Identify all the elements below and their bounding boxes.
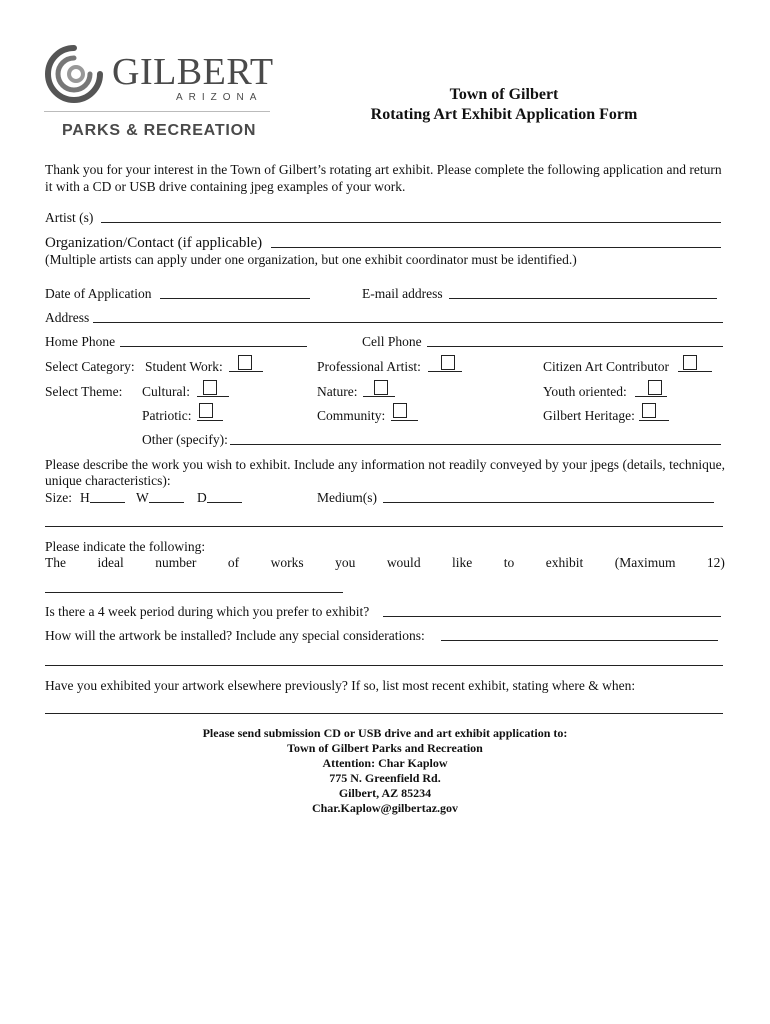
- installation-label: How will the artwork be installed? Include any special considerations:: [45, 628, 425, 643]
- professional-artist-label: Professional Artist:: [317, 359, 421, 374]
- professional-artist-underline: [428, 371, 462, 372]
- word: The: [45, 555, 66, 570]
- size-d-field[interactable]: [207, 502, 242, 503]
- word: exhibit: [545, 555, 584, 570]
- number-of-works-question: [45, 555, 725, 571]
- heritage-checkbox[interactable]: [642, 403, 656, 418]
- logo-department: PARKS & RECREATION: [62, 122, 257, 139]
- cultural-label: Cultural:: [142, 384, 190, 399]
- nature-checkbox[interactable]: [374, 380, 388, 395]
- word: ideal: [97, 555, 124, 570]
- size-w-field[interactable]: [149, 502, 184, 503]
- medium-field[interactable]: [383, 502, 714, 503]
- word: (Maximum: [614, 555, 676, 570]
- form-title-line2: Rotating Art Exhibit Application Form: [370, 106, 638, 123]
- gilbert-swirl-logo-icon: [44, 44, 104, 104]
- word: works: [270, 555, 304, 570]
- describe-work-field[interactable]: [45, 526, 723, 527]
- footer-line-4: 775 N. Greenfield Rd.: [329, 771, 441, 785]
- word: like: [452, 555, 473, 570]
- theme-label: Select Theme:: [45, 384, 123, 399]
- patriotic-label: Patriotic:: [142, 408, 192, 423]
- word: 12): [706, 555, 725, 570]
- home-phone-field[interactable]: [120, 346, 307, 347]
- citizen-art-label: Citizen Art Contributor: [543, 359, 669, 374]
- nature-label: Nature:: [317, 384, 358, 399]
- number-of-works-field[interactable]: [45, 592, 343, 593]
- student-work-underline: [229, 371, 263, 372]
- intro-text: Thank you for your interest in the Town of Gilbert’s rotating art exhibit. Please complete the following application and return it with a CD or USB drive containing jpeg examples of your work.: [45, 162, 722, 194]
- cell-phone-label: Cell Phone: [362, 334, 422, 349]
- word: to: [503, 555, 515, 570]
- logo-state: ARIZONA: [176, 92, 263, 103]
- organization-label: Organization/Contact (if applicable): [45, 235, 263, 251]
- artist-label: Artist (s): [45, 210, 94, 225]
- community-underline: [391, 420, 418, 421]
- youth-checkbox[interactable]: [648, 380, 662, 395]
- home-phone-label: Home Phone: [45, 334, 116, 349]
- cultural-underline: [197, 396, 229, 397]
- patriotic-checkbox[interactable]: [199, 403, 213, 418]
- organization-field[interactable]: [271, 247, 721, 248]
- installation-field[interactable]: [441, 640, 718, 641]
- community-checkbox[interactable]: [393, 403, 407, 418]
- footer-line-2: Town of Gilbert Parks and Recreation: [287, 741, 483, 755]
- cultural-checkbox[interactable]: [203, 380, 217, 395]
- previous-exhibit-label: Have you exhibited your artwork elsewhere previously? If so, list most recent exhibit, stating where & when:: [45, 678, 636, 693]
- email-field[interactable]: [449, 298, 717, 299]
- patriotic-underline: [197, 420, 223, 421]
- size-h-field[interactable]: [90, 502, 125, 503]
- footer-line-3: Attention: Char Kaplow: [322, 756, 448, 770]
- footer-email[interactable]: Char.Kaplow@gilbertaz.gov: [311, 801, 459, 815]
- medium-label: Medium(s): [317, 490, 377, 505]
- heritage-underline: [639, 420, 669, 421]
- describe-work-text: Please describe the work you wish to exhibit. Include any information not readily conveyed by your jpegs (details, technique, unique characteristics):: [45, 457, 725, 488]
- professional-artist-checkbox[interactable]: [441, 355, 455, 370]
- youth-label: Youth oriented:: [543, 384, 627, 399]
- student-work-checkbox[interactable]: [238, 355, 252, 370]
- heritage-label: Gilbert Heritage:: [543, 408, 635, 423]
- previous-exhibit-field[interactable]: [45, 713, 723, 714]
- email-label: E-mail address: [362, 286, 443, 301]
- artist-field[interactable]: [101, 222, 721, 223]
- word: of: [227, 555, 240, 570]
- youth-underline: [635, 396, 667, 397]
- size-w-label: W: [136, 490, 149, 505]
- indicate-heading: Please indicate the following:: [45, 539, 206, 554]
- word: would: [386, 555, 421, 570]
- size-h-label: H: [80, 490, 90, 505]
- organization-note: (Multiple artists can apply under one organization, but one exhibit coordinator must be identified.): [45, 252, 577, 267]
- logo-divider: [44, 111, 270, 112]
- size-label: Size:: [45, 490, 72, 505]
- date-label: Date of Application: [45, 286, 152, 301]
- submission-instructions: [85, 726, 685, 816]
- other-field[interactable]: [230, 444, 721, 445]
- citizen-art-underline: [678, 371, 712, 372]
- category-label: Select Category:: [45, 359, 135, 374]
- nature-underline: [363, 396, 395, 397]
- address-label: Address: [45, 310, 90, 325]
- word: you: [335, 555, 356, 570]
- logo-wordmark: GILBERT: [112, 51, 274, 93]
- size-d-label: D: [197, 490, 207, 505]
- student-work-label: Student Work:: [145, 359, 223, 374]
- footer-line-1: Please send submission CD or USB drive and art exhibit application to:: [202, 726, 568, 740]
- exhibit-period-field[interactable]: [383, 616, 721, 617]
- exhibit-period-label: Is there a 4 week period during which you prefer to exhibit?: [45, 604, 370, 619]
- date-field[interactable]: [160, 298, 310, 299]
- installation-field-extra[interactable]: [45, 665, 723, 666]
- citizen-art-checkbox[interactable]: [683, 355, 697, 370]
- word: number: [155, 555, 197, 570]
- footer-line-5: Gilbert, AZ 85234: [338, 786, 432, 800]
- cell-phone-field[interactable]: [427, 346, 723, 347]
- address-field[interactable]: [93, 322, 723, 323]
- community-label: Community:: [317, 408, 386, 423]
- form-title-line1: Town of Gilbert: [449, 86, 559, 103]
- other-label: Other (specify):: [142, 432, 228, 447]
